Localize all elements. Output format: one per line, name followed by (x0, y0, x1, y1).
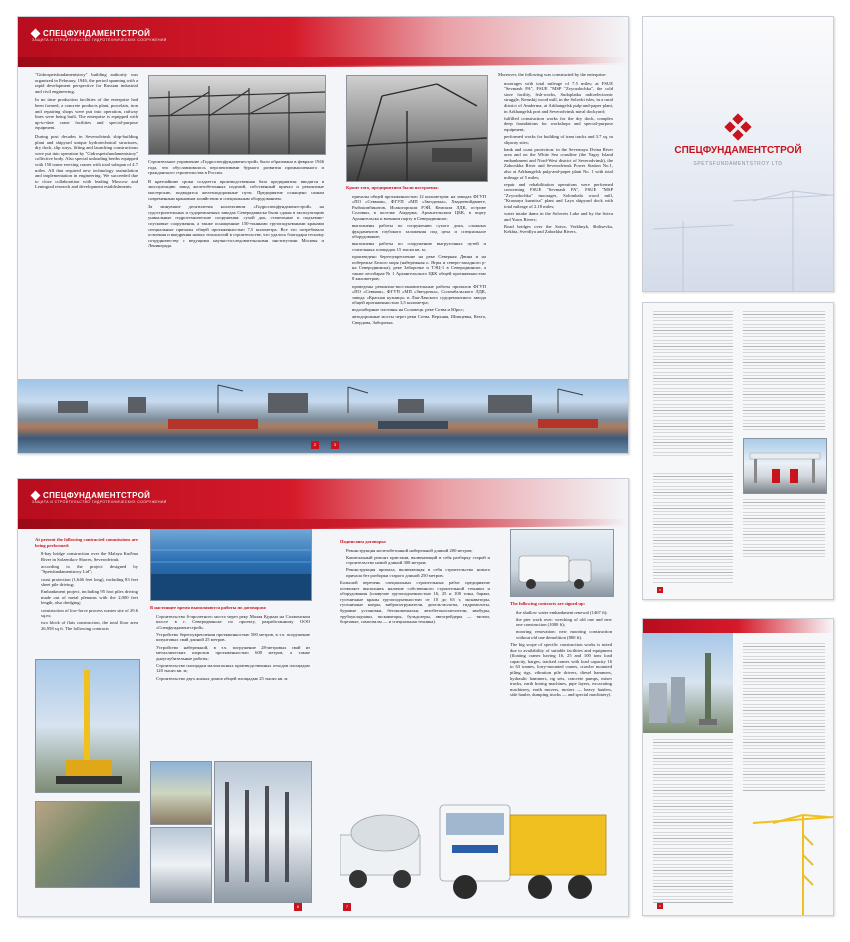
yellow-crane-icon (743, 795, 833, 915)
list-item: • Строительство площадки малоопасных производственных отходов площадью 120 тысяч кв. м; (156, 663, 310, 674)
list-item: • moorages with total mileage of 7.5 miles; at FSUE "Sevmash PA", FSUE "MSP "Zvyozdochka", the cold store facility, fish-works, Sudoplatka radioelectronic struggle, Kemskij wood mill, in the Solovki isles, in a rural district of Amderma, at Arkhangelsk pulp-and-paper plant, in Arkhangelsk port and Severodvinsk naval dockyard; (504, 81, 613, 115)
paragraph: Строительное управление «Гидроспецфундаментстрой» было образовано в феврале 1946 года, что обуславливалось перспективами бурного развития промышленного и гражданского строительства в России. (148, 159, 324, 176)
brand-name: СПЕЦФУНДАМЕНТСТРОЙ (43, 29, 151, 38)
paragraph: "Gidrospetsfundamentstroy" building authority was organized in February, 1946, the period spanning with a rapid development perspective for Russian industrial and civil engineering. (35, 72, 138, 94)
intro-page-thumbnail (642, 618, 834, 916)
text-block (743, 643, 825, 793)
list-item: • performed works for building of tram tracks and 3.7 sq. m slipway sites; (504, 134, 613, 145)
list-item: • two block of flats construction, the total floor area 26,958 sq ft. The following contracts (41, 620, 138, 631)
top-col1-text (35, 72, 138, 377)
photo-gas-station (743, 438, 827, 494)
pier-posts-icon (215, 762, 311, 902)
page-number: 6 (294, 903, 302, 911)
paragraph: During post decades in Severodvinsk ship-building plant and shipyard unique hydrotechnical structures, dry dock, slip ways, lifting and launching constructions were put into operation by "Gidrospetsfundamentstroy" collective body. Also special unloading berths equipped with 150 tonne erecting cranes with total subspan of 4.7 miles. All that required new technology assimilation and implementation in engineering. We succeeded due to close collaboration with leading Moscow and Leningrad research and development establishments. (35, 133, 138, 190)
photo-ice-site (150, 827, 212, 903)
list-item: • выполнены работы по сооружению выгрузочных путей и стапельных площадок 15 тысяч кв. м; (352, 241, 486, 252)
list-item: • water intake dams in the Solovets Lake and by the Sotva and Yuros Rivers; (504, 211, 613, 222)
list-item: • mooring renovation: new mooring construction without old one demolition (800 ft). (516, 629, 612, 640)
hangar-icon (151, 530, 311, 600)
paragraph: In no time production facilities of the enterprise had been formed, a concrete products plant, porcelain, iron and repairing shops were put into operation, railway lines were being built. The enterprise is equipped with up-to-date crane facilities and special-purpose equipment. (35, 97, 138, 131)
brochure-cover (642, 16, 834, 292)
header-band (643, 619, 833, 633)
steel-frame-icon (149, 76, 325, 154)
brand-name: СПЕЦФУНДАМЕНТСТРОЙ (43, 491, 151, 500)
pile-rig-icon (36, 660, 139, 792)
top-col3-text (346, 185, 486, 381)
section-heading: Moreover, the following was constructed by the enterprise: (498, 72, 607, 77)
bottom-col4-text (510, 601, 612, 791)
brand-tagline: ЗАЩИТА И СТРОИТЕЛЬСТВО ГИДРОТЕХНИЧЕСКИХ СООРУЖЕНИЙ (32, 38, 167, 42)
list-item: • Капитальный ремонт пристани, включающий в себя разборку старой и строительство новой длиной 300 метров; (346, 555, 490, 566)
text-block (653, 473, 733, 583)
header-wave (18, 57, 628, 67)
text-block (743, 499, 825, 559)
monument-icon (643, 633, 733, 733)
section-heading: The following contracts are signed up: (510, 601, 586, 606)
cover-brand-name: СПЕЦФУНДАМЕНТСТРОЙ (674, 145, 802, 156)
photo-aerial-site (35, 801, 140, 888)
section-heading: Подписаны договоры: (340, 539, 387, 544)
page-number: 7 (343, 903, 351, 911)
list-item: • the shallow water embankment renewal (1467 ft); (516, 610, 612, 616)
photo-delivery-vans (510, 529, 614, 597)
text-block (653, 739, 733, 904)
list-item: • Устройство набережной, в т.ч. погружение 28-метровых свай из металлических шорохов протяженностью 600 метров, а также дноуглубительные работы; (156, 645, 310, 662)
port-skyline-icon (18, 379, 628, 453)
spread-bottom (17, 478, 629, 917)
brand-logo (32, 491, 167, 504)
list-item: • the pier work over: wrecking of old one and new one construction (1000 ft); (516, 617, 612, 628)
photo-dock-construction (346, 75, 488, 182)
list-item: • проведены ремонтно-восстановительные работы причалов ФГУП «ПО «Севмаш», ФГУП «МП «Звездочка», Соломбальского ЛДК, завода «Красная кузница» и Лая-Лаяского судоремонтного завода общей протяженностью 3,5 километра; (352, 284, 486, 306)
paragraph: The big scope of specific construction works is noted due to availability of suitable facilities and equipment (floating cranes having 16, 25 and 100 tons load capacity, barges, tracked cranes with load capacity 16 to 63 tonnes, lorry-mounted cranes, crawler mounted piling rigs, vibration pile drivers, diesel hammers, hydraulic hammers, rig sets, concrete pumps, mixer trucks, earth boring machines, pipe layers, excavating machinery, earth movers, motors — heavy haulers, side hauler, dumping trucks — and special machinery). (510, 642, 612, 698)
page-number: 1 (657, 903, 663, 909)
photo-city-skyline (643, 633, 733, 733)
brand-logo (32, 29, 167, 42)
paragraph: В кратчайшие сроки создается производственная база предприятия: вводятся в эксплуатацию завод железобетонных изделий, собственный причал и ремонтные мастерские, подводятся железнодорожные пути. Предприятие оснащено самым современным крановым хозяйством и специальным оборудованием. (148, 178, 324, 201)
list-item: • Embankment project, including 95 foot piles driving made out of metal plenums with the 2,000 feet length, also dredging; (41, 589, 138, 606)
crane-watermark-icon (643, 181, 833, 291)
list-item: • Реконструкция причала, включающая в себя строительство нового причала без разборки старого длиной 250 метров. (346, 567, 490, 578)
top-col4-text (498, 72, 613, 382)
list-item: • Строительство 6-пролетного моста через реку Малая Кудьма на Солженском шоссе в г. Северодвинске по проекту, разработанному ООО «Спецфундаментстрой». (156, 614, 310, 631)
list-item: • Устройство берегоукрепления протяженностью 500 метров, в т.ч. погружение шпунтовых свай длиной 25 метров. (156, 632, 310, 643)
photo-frozen-pier (214, 761, 312, 903)
current-works-list (150, 614, 310, 682)
signed-contracts-list (340, 548, 490, 579)
brand-mark-icon (724, 113, 752, 141)
van-icon (511, 530, 613, 596)
list-item: • bank and coast protection: in the Severnaya Dvina River area and on the White Sea coastline (the Yagry Island embankment and Nord-West district of Severodvinsk), the Zaborskha River and Severodvinsk Power Station No.1, also at Arkhangelsk pulp-and-paper plant No. 1 with total mileage of 5 miles; (504, 147, 613, 181)
photo-site-workers (150, 761, 212, 825)
paragraph: Большой перечень специальных строительных работ предприятие позволяет выполнять наличие собственного строительной техники и оборудования (плавучие грузоподъемностью 16, 25 и 100 тонн, баржи, гусеничные краны грузоподъемностью от 10 до 63 т, экскаваторы, гусеничные копры, вибропогружатели, дизель-молоты, гидромолоты, буровые установки, бетономешалки, автобетоносмесители, явобуры, трубоукладчики, экскаваторы, бульдозеры, автогрейдеры — тягачи, бортовые, самосвалы — и специальная техника). (340, 580, 490, 625)
list-item: • произведено берегоукрепление на реке Северная Двина и на побережье Белого моря (набережная о. Ягры и северо-западного р-на Северодвинска), реке Заборочье и ТЭЦ-1 в Северодвинске, а также леспбарае № 1 Архангельского ЦБК общей протяженностью 8 километров; (352, 254, 486, 282)
header-wave (18, 519, 628, 529)
list-item: • fulfilled construction works for the dry dock, complex deep foundations for workshops and special-purpose equipment; (504, 116, 613, 133)
contracts-list (35, 551, 138, 631)
list-item: • автодорожные мосты через реки Сотва, Верхняя, Шипцевка, Кехта, Свердова, Заборочка. (352, 314, 486, 325)
bottom-col1-text (35, 537, 138, 649)
text-block (743, 311, 825, 431)
mixer-truck-icon (340, 775, 612, 905)
list-item: • Реконструкция железобетонной набережной длиной 200 метров; (346, 548, 490, 554)
page-number: 5 (657, 587, 663, 593)
photo-steel-construction (148, 75, 326, 155)
section-heading: At present the following contracted commissions are being performed: (35, 537, 138, 548)
section-heading: В настоящее время выполняются работы по договорам: (150, 605, 267, 610)
bottom-col2-text (150, 605, 310, 755)
list-item: • Строительство двух жилых домов общей площадью 25 тысяч кв. м. (156, 676, 310, 682)
section-heading: Кроме того, предприятием были построены: (346, 185, 439, 190)
trucks-illustration (340, 775, 612, 905)
top-col2-text (148, 159, 324, 369)
bottom-col3-text (340, 539, 490, 729)
page-number: 2 (311, 441, 319, 449)
photo-port-panorama (18, 379, 628, 453)
list-item: • водозаборные плотины на Соловецк. реке Сотва и Юрос; (352, 307, 486, 313)
list-item: • repair and rehabilitation operations were performed concerning FSUE "Sevmash PA", FSUE "MSP "Zvyozdochka" moorages, Solombala wood mill, "Krasnaya kuznitsa" plant and Laya shipyard dock with total mileage of 2.18 miles; (504, 182, 613, 210)
brand-tagline: ЗАЩИТА И СТРОИТЕЛЬСТВО ГИДРОТЕХНИЧЕСКИХ СООРУЖЕНИЙ (32, 500, 167, 504)
list-item: • according to the project designed by "Spetsfundamentstroy Ltd"; (41, 564, 138, 575)
list-item: • 8-bay bridge construction over the Malaya Kud'ma River in Solzenikov Shores, Severodvinsk (41, 551, 138, 562)
crane-structure-icon (347, 76, 487, 181)
photo-blue-hangar (150, 529, 312, 601)
list-item: • выполнены работы по сооружению сухого дока, сложных фундаментов глубокого заложения под цеха и специальное оборудование; (352, 223, 486, 240)
spread-top (17, 16, 629, 454)
list-item: • Road bridges over the Sotva, Verkhnyk, Shiltsevka, Kekhta, Sverdlya and Zaborkha Rivers. (504, 224, 613, 235)
constructed-list (498, 81, 613, 235)
page-number: 3 (331, 441, 339, 449)
cover-brand-latin: SPETSFUNDAMENTSTROY LTD (693, 161, 783, 167)
signed-up-list (510, 610, 612, 641)
inner-page-thumbnail (642, 302, 834, 600)
photo-pile-driver (35, 659, 140, 793)
list-item: • причалы общей протяженностью 12 километров: на заводах ФГУП «ПО «Севмаш», ФГУП «МП «Звездочка», Хвадеевойдвиеге, Рыбокомбинатов, Исакогорском РЭЙ, Кемском ЛДК, острове Соловки, в поселке Амдерма, Архангельском ЦБК, в порту Архангельска и военном порту в Северодвинске; (352, 194, 486, 222)
list-item: • construction of low-force process wastes site of 29.6 sq.m; (41, 608, 138, 619)
list-item: • coast protection (1,646 feet long), including 83 feet sheet pile driving; (41, 577, 138, 588)
station-canopy-icon (744, 439, 826, 493)
paragraph: За минувшие десятилетия коллективом «Гидроспецфундаментстрой» на судостроительных и судоремонтных заводах Северодвинска были сданы в эксплуатацию уникальные гидротехнические сооружения: сухой док, стапельные и подъемно-спусковые сооружения, а также оснащенные 150-тонными грузоподъемными кранами специальные причалы общей протяженностью 7,5 километра. Все это потребовало освоения и внедрения новых технологий в строительстве, что удалось благодаря тесному сотрудничеству с ведущими научно-исследовательскими институтами Москвы и Ленинграда. (148, 204, 324, 249)
built-list (346, 194, 486, 326)
text-block (653, 311, 733, 456)
